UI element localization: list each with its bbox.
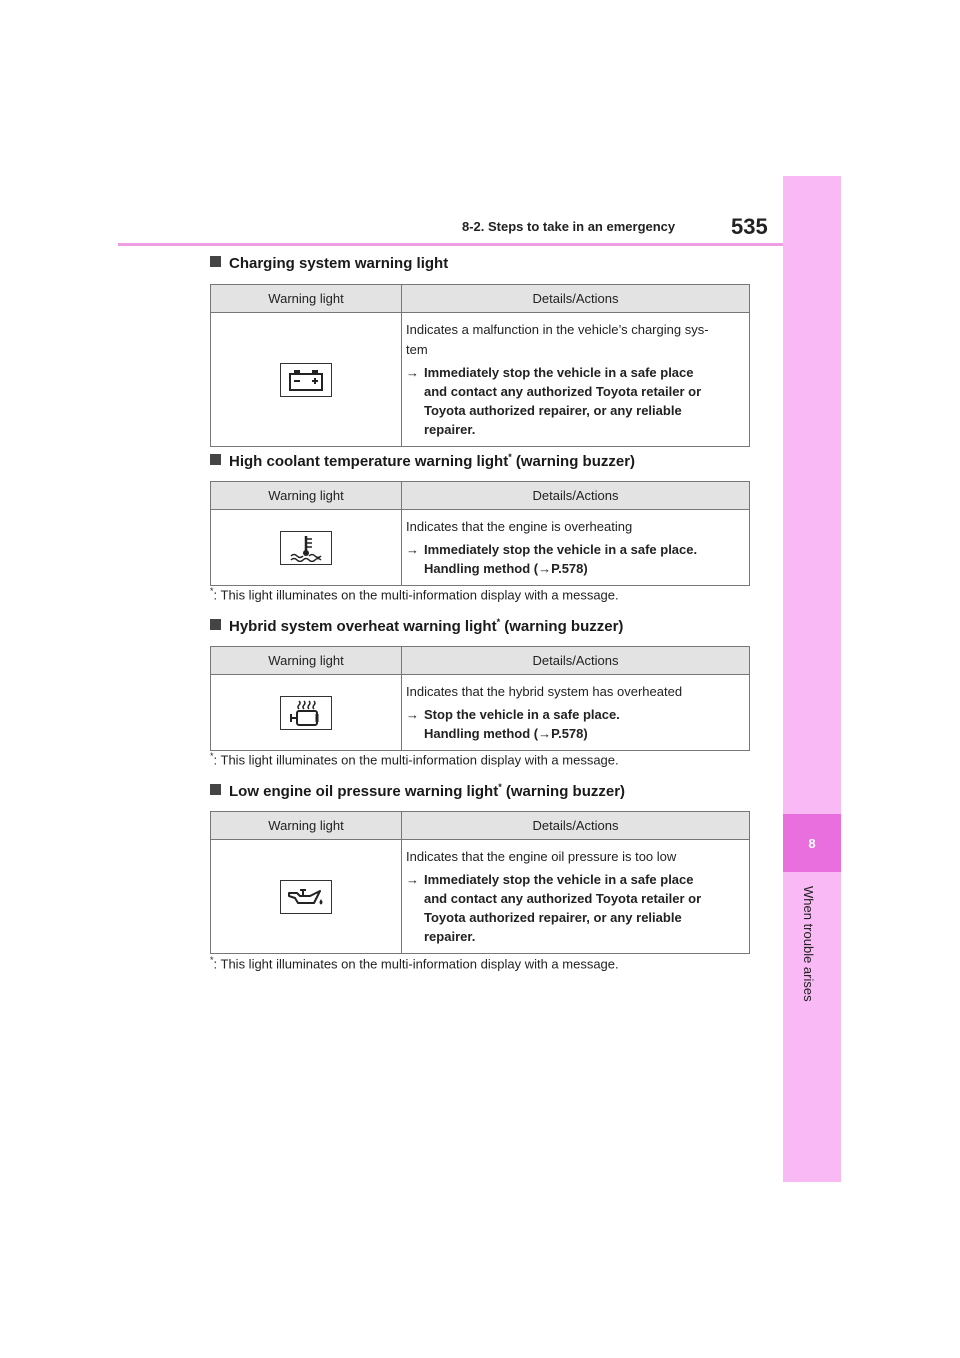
col-header-details: Details/Actions: [402, 482, 750, 510]
section-title-hybrid: Hybrid system overheat warning light* (warning buzzer): [210, 617, 623, 635]
bullet-square-icon: [210, 784, 221, 795]
bullet-square-icon: [210, 454, 221, 465]
oil-pressure-warning-table: [210, 811, 750, 954]
col-header-details: Details/Actions: [402, 285, 750, 313]
details-cell: [402, 510, 750, 586]
hybrid-warning-table: [210, 646, 750, 751]
coolant-warning-table: [210, 481, 750, 586]
col-header-warning-light: Warning light: [211, 812, 402, 840]
icon-cell: [211, 510, 402, 586]
col-header-warning-light: Warning light: [211, 285, 402, 313]
col-header-warning-light: Warning light: [211, 482, 402, 510]
arrow-icon: →: [406, 542, 419, 557]
description-line: Indicates that the hybrid system has overheated: [406, 684, 683, 699]
arrow-icon: →: [406, 365, 419, 380]
charging-warning-table: [210, 284, 750, 447]
action-text: → Immediately stop the vehicle in a safe place. Handling method (→P.578): [406, 542, 698, 576]
section-title-coolant: High coolant temperature warning light* (warning buzzer): [210, 452, 635, 470]
bullet-square-icon: [210, 256, 221, 267]
action-text: → Stop the vehicle in a safe place. Handling method (→P.578): [406, 707, 620, 741]
col-header-details: Details/Actions: [402, 812, 750, 840]
details-cell: [402, 840, 750, 954]
chapter-side-tab: [783, 176, 841, 1182]
description-line: Indicates a malfunction in the vehicle’s charging sys-: [406, 322, 709, 337]
action-text: → Immediately stop the vehicle in a safe place and contact any authorized Toyota retailer or Toyota authorized repairer, or any reliable repairer.: [406, 872, 702, 944]
icon-cell: [211, 313, 402, 447]
icon-cell: [211, 840, 402, 954]
footnote: *: This light illuminates on the multi-information display with a message.: [210, 751, 619, 768]
oil-pressure-icon: [280, 880, 332, 914]
arrow-icon: →: [406, 872, 419, 887]
chapter-title: When trouble arises: [801, 886, 816, 1002]
icon-cell: [211, 675, 402, 751]
footnote: *: This light illuminates on the multi-information display with a message.: [210, 586, 619, 603]
footnote: *: This light illuminates on the multi-information display with a message.: [210, 955, 619, 972]
col-header-details: Details/Actions: [402, 647, 750, 675]
arrow-icon: →: [406, 707, 419, 722]
page-number: 535: [731, 214, 768, 239]
chapter-number: 8: [783, 814, 841, 872]
description-line: Indicates that the engine oil pressure is too low: [406, 849, 677, 864]
section-title-oil-pressure: Low engine oil pressure warning light* (warning buzzer): [210, 782, 625, 800]
header-divider: [118, 243, 783, 246]
coolant-temperature-icon: [280, 531, 332, 565]
bullet-square-icon: [210, 619, 221, 630]
description-line: tem: [406, 342, 428, 357]
details-cell: [402, 675, 750, 751]
battery-icon: [280, 363, 332, 397]
details-cell: [402, 313, 750, 447]
header-section-title: 8-2. Steps to take in an emergency: [462, 219, 676, 234]
hybrid-overheat-icon: [280, 696, 332, 730]
col-header-warning-light: Warning light: [211, 647, 402, 675]
description-line: Indicates that the engine is overheating: [406, 519, 633, 534]
section-title-charging: Charging system warning light: [210, 255, 448, 272]
action-text: → Immediately stop the vehicle in a safe place and contact any authorized Toyota retailer or Toyota authorized repairer, or any reliable repairer.: [406, 365, 702, 437]
